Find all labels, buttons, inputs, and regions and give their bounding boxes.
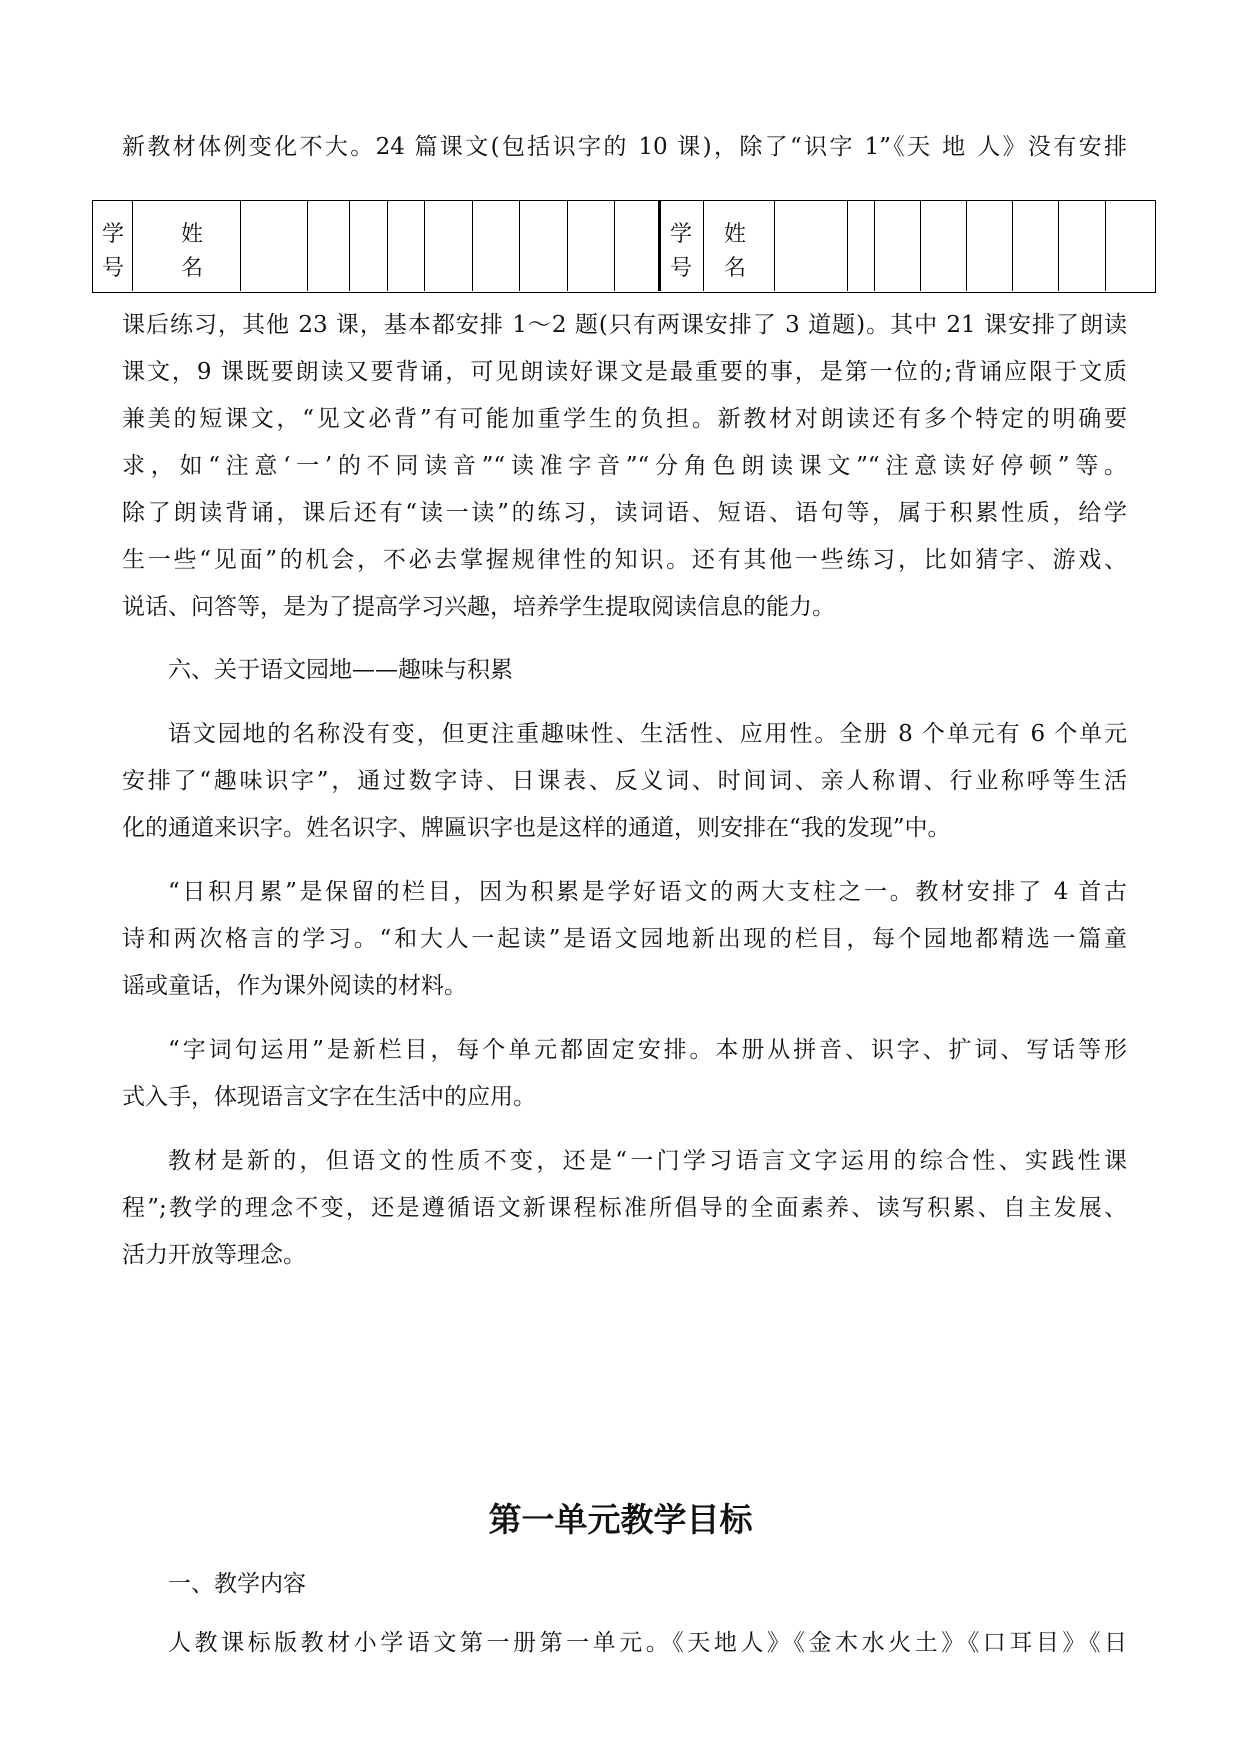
table-divider bbox=[847, 200, 848, 291]
paragraph-line: “日积月累”是保留的栏目，因为积累是学好语文的两大支柱之一。教材安排了 4 首古 bbox=[168, 879, 1127, 905]
paragraph-line: 教材是新的，但语文的性质不变，还是“一门学习语言文字运用的综合性、实践性课 bbox=[168, 1148, 1127, 1174]
table-divider bbox=[567, 200, 568, 291]
paragraph-line: 人教课标版教材小学语文第一册第一单元。《天地人》《金木水火土》《口耳目》《日 bbox=[168, 1630, 1127, 1656]
table-divider-thick bbox=[658, 200, 661, 291]
table-divider bbox=[349, 200, 350, 291]
table-divider bbox=[424, 200, 425, 291]
paragraph-line: 程”;教学的理念不变，还是遵循语文新课程标准所倡导的全面素养、读写积累、自主发展、 bbox=[122, 1195, 1127, 1221]
section-title: 六、关于语文园地——趣味与积累 bbox=[168, 657, 513, 683]
paragraph-line: 新教材体例变化不大。24 篇课文(包括识字的 10 课)，除了“识字 1”《天 地 人》没有安排 bbox=[122, 134, 1127, 160]
table-frame bbox=[92, 200, 1156, 293]
paragraph-line: 活力开放等理念。 bbox=[122, 1242, 306, 1268]
table-divider bbox=[1105, 200, 1106, 291]
table-divider bbox=[519, 200, 520, 291]
table-divider bbox=[874, 200, 875, 291]
paragraph-line: 生一些“见面”的机会，不必去掌握规律性的知识。还有其他一些练习，比如猜字、游戏、 bbox=[122, 547, 1127, 573]
paragraph-line: 诗和两次格言的学习。“和大人一起读”是语文园地新出现的栏目，每个园地都精选一篇童 bbox=[122, 926, 1127, 952]
unit-heading: 第一单元教学目标 bbox=[488, 1500, 753, 1539]
paragraph-line: 式入手，体现语言文字在生活中的应用。 bbox=[122, 1084, 536, 1110]
paragraph-line: 除了朗读背诵，课后还有“读一读”的练习，读词语、短语、语句等，属于积累性质，给学 bbox=[122, 500, 1127, 526]
student-number-label: 学 号 bbox=[669, 222, 692, 281]
paragraph-line: “字词句运用”是新栏目，每个单元都固定安排。本册从拼音、识字、扩词、写话等形 bbox=[168, 1037, 1127, 1063]
paragraph-line: 兼美的短课文，“见文必背”有可能加重学生的负担。新教材对朗读还有多个特定的明确要 bbox=[122, 406, 1127, 432]
table-divider bbox=[387, 200, 388, 291]
paragraph-line: 课文，9 课既要朗读又要背诵，可见朗读好课文是最重要的事，是第一位的;背诵应限于文质 bbox=[122, 359, 1127, 385]
paragraph-line: 谣或童话，作为课外阅读的材料。 bbox=[122, 973, 467, 999]
table-divider bbox=[1058, 200, 1059, 291]
sub-heading: 一、教学内容 bbox=[168, 1571, 306, 1597]
table-divider bbox=[1012, 200, 1013, 291]
table-divider bbox=[774, 200, 775, 291]
paragraph-line: 化的通道来识字。姓名识字、牌匾识字也是这样的通道，则安排在“我的发现”中。 bbox=[122, 815, 951, 841]
student-name-label: 姓 名 bbox=[180, 222, 203, 281]
table-divider bbox=[614, 200, 615, 291]
table-divider bbox=[703, 200, 704, 291]
table-divider bbox=[472, 200, 473, 291]
paragraph-line: 说话、问答等，是为了提高学习兴趣，培养学生提取阅读信息的能力。 bbox=[122, 594, 835, 620]
paragraph-line: 语文园地的名称没有变，但更注重趣味性、生活性、应用性。全册 8 个单元有 6 个单元 bbox=[168, 721, 1127, 747]
paragraph-line: 安排了“趣味识字”，通过数字诗、日课表、反义词、时间词、亲人称谓、行业称呼等生活 bbox=[122, 768, 1127, 794]
student-number-label: 学 号 bbox=[101, 222, 124, 281]
table-divider bbox=[240, 200, 241, 291]
paragraph-line: 求，如“注意‘一’的不同读音”“读准字音”“分角色朗读课文”“注意读好停顿”等。 bbox=[122, 453, 1127, 479]
paragraph-line: 课后练习，其他 23 课，基本都安排 1～2 题(只有两课安排了 3 道题)。其中 21 课安排了朗读 bbox=[122, 312, 1127, 338]
table-divider bbox=[920, 200, 921, 291]
table-divider bbox=[966, 200, 967, 291]
student-name-label: 姓 名 bbox=[723, 222, 746, 281]
name-table bbox=[92, 200, 1156, 293]
table-divider bbox=[132, 200, 133, 291]
table-divider bbox=[307, 200, 308, 291]
